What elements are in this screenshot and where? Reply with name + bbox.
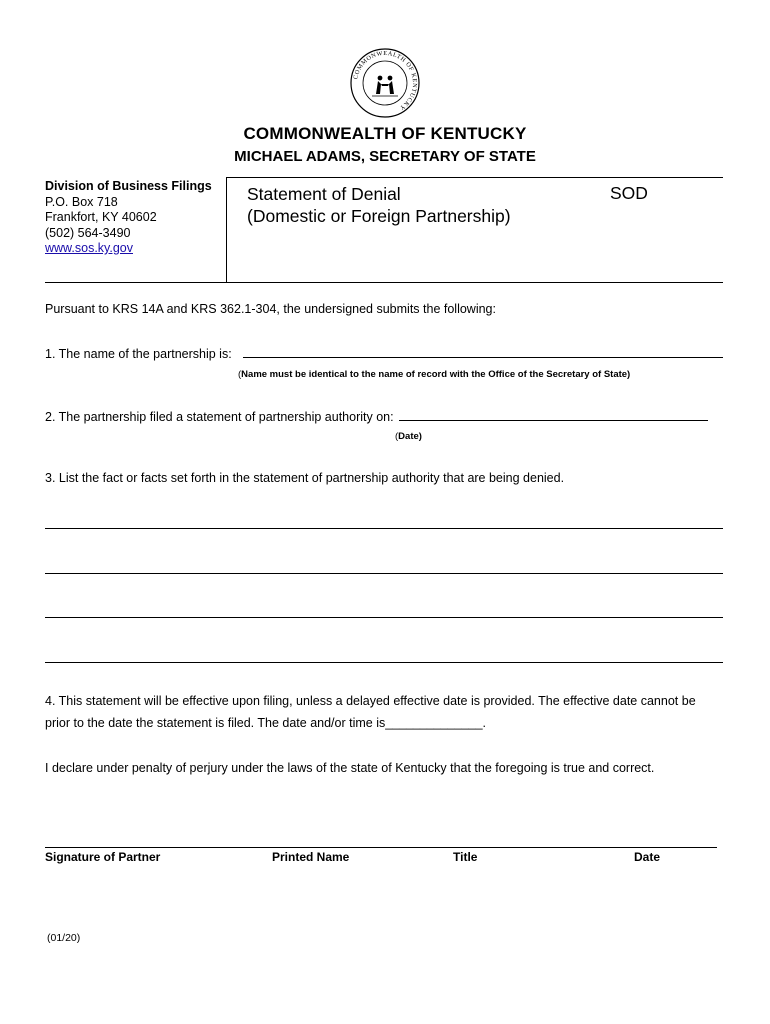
svg-text:COMMONWEALTH OF KENTUCKY: COMMONWEALTH OF KENTUCKY [352,49,419,112]
header-divider [226,177,227,282]
denied-facts-line-4[interactable] [45,662,723,663]
declaration-text: I declare under penalty of perjury under the laws of the state of Kentucky that the foregoing is true and correct. [45,761,655,775]
signature-line[interactable] [45,847,717,848]
form-title [247,183,511,227]
item1-label: 1. The name of the partnership is: [45,347,232,361]
item1-note: (Name must be identical to the name of record with the Office of the Secretary of State) [238,369,631,380]
printed-name-label: Printed Name [272,850,350,864]
header-bottom-rule [45,282,723,283]
signature-label: Signature of Partner [45,850,161,864]
office-phone: (502) 564-3490 [45,225,131,240]
office-city: Frankfort, KY 40602 [45,210,157,224]
form-title-line1: Statement of Denial [247,184,401,204]
denied-facts-line-1[interactable] [45,528,723,529]
office-name: Division of Business Filings [45,179,212,193]
date-label: Date [634,850,661,864]
page-title: COMMONWEALTH OF KENTUCKY [243,124,527,143]
intro-text: Pursuant to KRS 14A and KRS 362.1-304, the undersigned submits the following: [45,302,496,316]
office-box: P.O. Box 718 [45,194,118,209]
authority-date-field[interactable] [399,420,708,421]
page-subtitle: MICHAEL ADAMS, SECRETARY OF STATE [234,148,536,165]
office-address [45,179,212,257]
partnership-name-field[interactable] [243,357,723,358]
office-website-link[interactable]: www.sos.ky.gov [45,241,133,255]
item4-line1: 4. This statement will be effective upon filing, unless a delayed effective date is provided. The effective date cannot be [45,694,696,708]
item2-label: 2. The partnership filed a statement of partnership authority on: [45,410,394,424]
item3-label: 3. List the fact or facts set forth in the statement of partnership authority that are being denied. [45,471,565,485]
header-top-rule [227,177,723,178]
form-code: SOD [610,183,648,203]
kentucky-seal-icon [350,48,420,118]
revision-code: (01/20) [47,932,81,944]
form-title-line2: (Domestic or Foreign Partnership) [247,206,511,226]
title-label: Title [453,850,478,864]
denied-facts-line-2[interactable] [45,573,723,574]
denied-facts-line-3[interactable] [45,617,723,618]
item2-note: (Date) [395,431,422,442]
item4-line2: prior to the date the statement is filed. The date and/or time is______________. [45,716,487,730]
